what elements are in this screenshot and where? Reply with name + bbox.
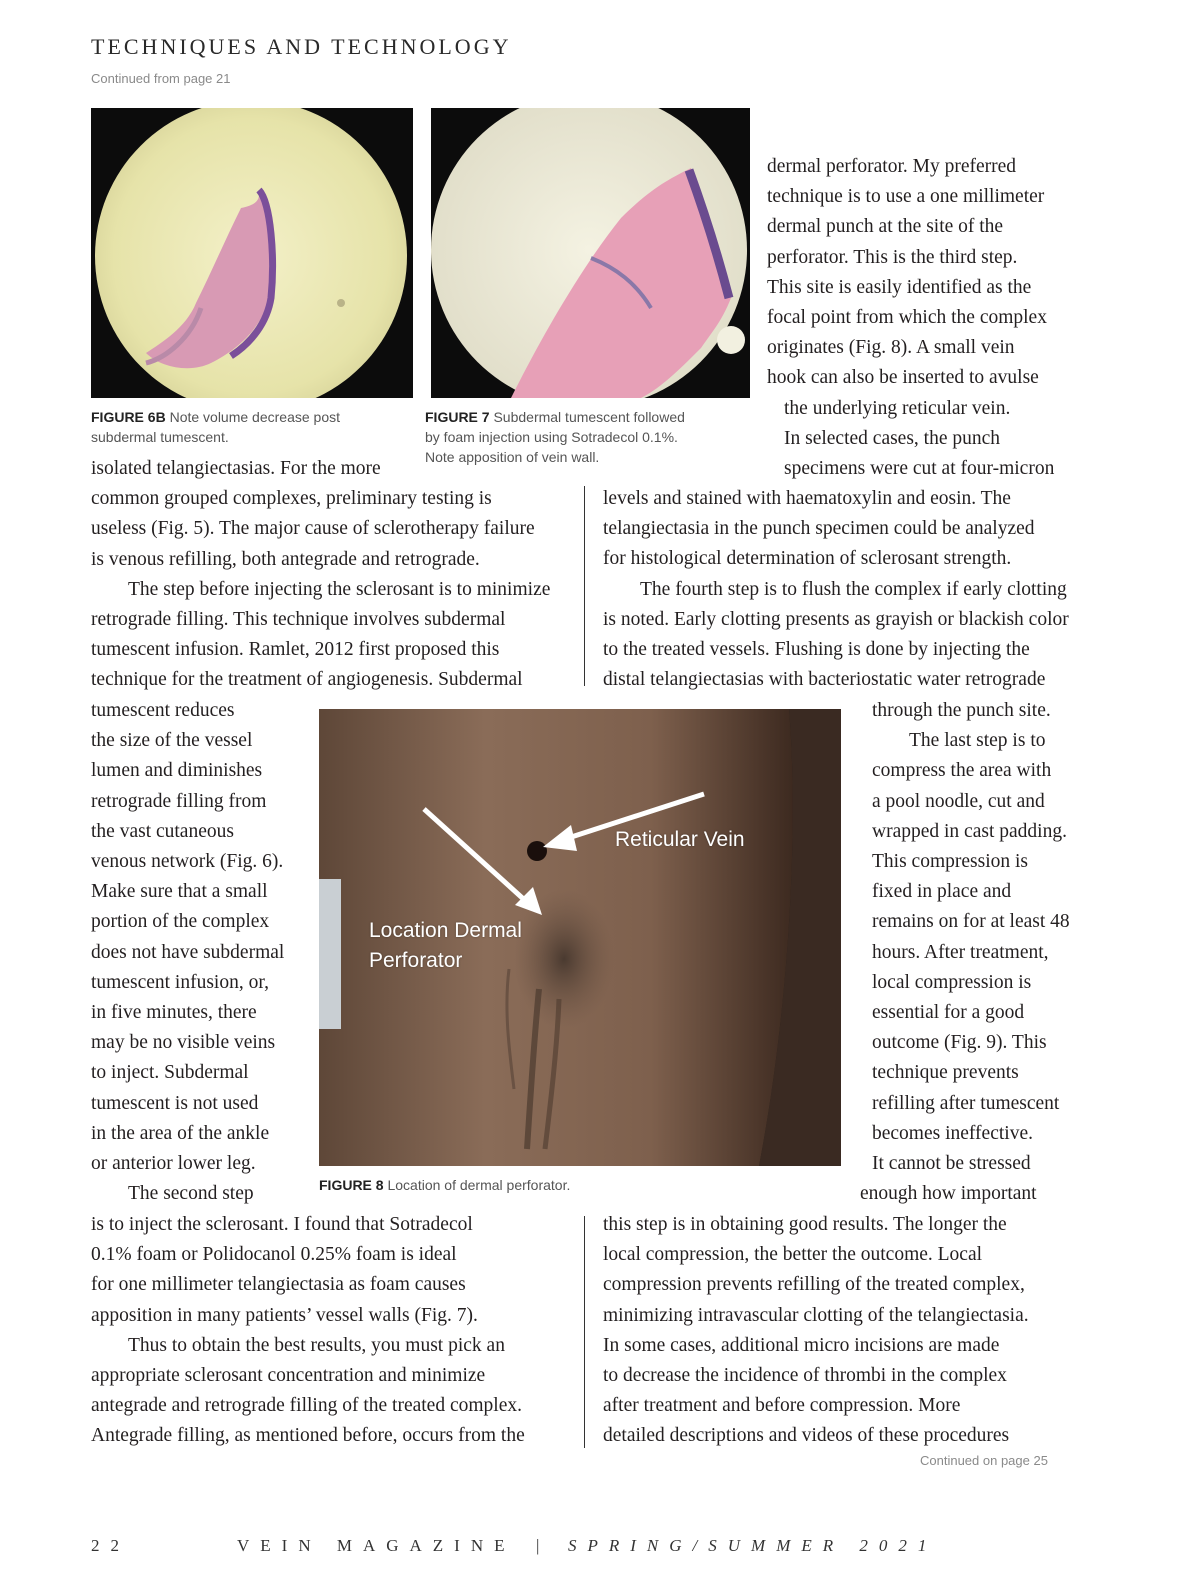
body-text-line: Make sure that a small (91, 881, 268, 903)
body-text-line: fixed in place and (872, 881, 1012, 903)
body-text-line: to decrease the incidence of thrombi in the complex (603, 1365, 1007, 1386)
figure-8-caption (319, 1175, 570, 1195)
body-text-line: portion of the complex (91, 911, 270, 933)
body-text-line: this step is in obtaining good results. The longer the (603, 1214, 1007, 1235)
figure-7-caption-line: Note apposition of vein wall. (425, 449, 600, 465)
continued-from: Continued from page 21 (91, 71, 231, 86)
column-divider-top (584, 486, 585, 686)
body-text-line: The fourth step is to flush the complex if early clotting (640, 578, 1067, 600)
body-text-line: through the punch site. (872, 700, 1051, 721)
figure-6b-image (91, 108, 413, 398)
body-text-line: local compression is (872, 971, 1032, 993)
body-text-line: the vast cutaneous (91, 820, 234, 842)
figure-6b-caption-line: Note volume decrease post (169, 409, 341, 425)
body-text-line: This site is easily identified as the (767, 276, 1032, 298)
figure-8-label: FIGURE 8 (319, 1177, 384, 1193)
footer-separator: | (536, 1536, 551, 1555)
issue-label (568, 1536, 937, 1556)
body-text-line: 0.1% foam or Polidocanol 0.25% foam is ideal (91, 1244, 457, 1266)
body-text-line: outcome (Fig. 9). This (872, 1032, 1047, 1054)
body-text-line: common grouped complexes, preliminary testing is (91, 488, 492, 510)
body-text-line: is to inject the sclerosant. I found that Sotradecol (91, 1214, 473, 1235)
body-text-line: The last step is to (909, 730, 1046, 752)
body-text-line: dermal punch at the site of the (767, 216, 1004, 238)
body-text-line: isolated telangiectasias. For the more (91, 458, 381, 479)
body-text-line: telangiectasia in the punch specimen could be analyzed (603, 518, 1035, 540)
body-text-line: tumescent reduces (91, 700, 235, 721)
body-text-line: to inject. Subdermal (91, 1062, 249, 1084)
body-text-line: local compression, the better the outcome. Local (603, 1244, 983, 1266)
figure-8-image (319, 709, 841, 1166)
dermal-perforator-label: Perforator (369, 949, 463, 972)
column-divider-bottom (584, 1216, 585, 1448)
body-text-line: to the treated vessels. Flushing is done by injecting the (603, 639, 1030, 660)
continued-on: Continued on page 25 (920, 1453, 1048, 1468)
body-text-line: for one millimeter telangiectasia as foam causes (91, 1274, 466, 1296)
body-text-line: technique prevents (872, 1062, 1019, 1084)
body-text-line: venous network (Fig. 6). (91, 851, 284, 872)
body-text-line: hours. After treatment, (872, 941, 1049, 963)
body-text-line: tumescent infusion, or, (91, 971, 269, 993)
body-text-line: It cannot be stressed (872, 1153, 1031, 1174)
body-text-line: tumescent is not used (91, 1092, 259, 1114)
body-text-line: levels and stained with haematoxylin and eosin. The (603, 488, 1011, 509)
body-text-line: In selected cases, the punch (784, 427, 1001, 449)
body-text-line: detailed descriptions and videos of these procedures (603, 1425, 1010, 1447)
page-number: 22 (91, 1536, 130, 1555)
figure-6b-caption (91, 407, 340, 447)
body-text-line: does not have subdermal (91, 941, 285, 963)
body-text-line: The second step (128, 1183, 254, 1205)
body-text-line: focal point from which the complex (767, 307, 1047, 328)
body-text-line: for histological determination of sclerosant strength. (603, 548, 1012, 570)
body-text-line: after treatment and before compression. More (603, 1395, 961, 1417)
body-text-line: refilling after tumescent (872, 1092, 1060, 1114)
body-text-line: hook can also be inserted to avulse (767, 367, 1039, 389)
body-text-line: tumescent infusion. Ramlet, 2012 first proposed this (91, 639, 500, 661)
body-text-line: useless (Fig. 5). The major cause of sclerotherapy failure (91, 518, 535, 540)
body-text-line: the underlying reticular vein. (784, 397, 1011, 419)
body-text-line: This compression is (872, 851, 1028, 872)
figure-6b-caption-line: subdermal tumescent. (91, 429, 229, 445)
body-text-line: perforator. This is the third step. (767, 246, 1018, 268)
section-title: TECHNIQUES AND TECHNOLOGY (91, 34, 512, 59)
body-text-line: compression prevents refilling of the treated complex, (603, 1274, 1025, 1296)
body-text-line: retrograde filling. This technique involves subdermal (91, 609, 506, 630)
body-text-line: becomes ineffective. (872, 1122, 1033, 1144)
body-text-line: enough how important (860, 1183, 1037, 1205)
body-text-line: the size of the vessel (91, 730, 253, 752)
figure-6b-label: FIGURE 6B (91, 409, 166, 425)
body-text-line: is noted. Early clotting presents as grayish or blackish color (603, 608, 1069, 630)
body-text-line: minimizing intravascular clotting of the telangiectasia. (603, 1304, 1029, 1326)
figure-8-caption-text: Location of dermal perforator. (387, 1177, 571, 1193)
body-text-line: retrograde filling from (91, 790, 267, 812)
body-text-line: specimens were cut at four-micron (784, 458, 1055, 479)
body-text-line: compress the area with (872, 760, 1052, 782)
issue-text: SPRING/SUMMER 2021 (568, 1536, 938, 1555)
figure-7-caption-line: Subdermal tumescent followed (493, 409, 685, 425)
body-text-line: or anterior lower leg. (91, 1153, 256, 1174)
body-text-line: distal telangiectasias with bacteriostatic water retrograde (603, 669, 1046, 691)
figure-7-label: FIGURE 7 (425, 409, 490, 425)
body-text-line: lumen and diminishes (91, 760, 263, 782)
body-text-line: originates (Fig. 8). A small vein (767, 337, 1015, 359)
body-text-line: Antegrade filling, as mentioned before, occurs from the (91, 1425, 525, 1447)
figure-7-image (431, 108, 750, 398)
body-text-line: may be no visible veins (91, 1032, 276, 1054)
body-text-line: in five minutes, there (91, 1002, 257, 1023)
figure-7-caption (425, 407, 685, 467)
body-text-line: appropriate sclerosant concentration and minimize (91, 1365, 486, 1386)
body-text-line: Thus to obtain the best results, you must pick an (128, 1334, 505, 1356)
body-text-line: The step before injecting the sclerosant is to minimize (128, 578, 551, 600)
body-text-line: a pool noodle, cut and (872, 790, 1045, 812)
body-text-line: In some cases, additional micro incisions are made (603, 1334, 1000, 1356)
body-text-line: essential for a good (872, 1002, 1025, 1023)
body-text-line: technique is to use a one millimeter (767, 186, 1045, 208)
body-text-line: dermal perforator. My preferred (767, 156, 1017, 177)
dermal-perforator-label: Location Dermal (369, 919, 522, 942)
body-text-line: antegrade and retrograde filling of the treated complex. (91, 1395, 522, 1417)
reticular-vein-label: Reticular Vein (615, 828, 745, 851)
magazine-name: VEIN MAGAZINE (237, 1536, 516, 1555)
body-text-line: in the area of the ankle (91, 1122, 270, 1144)
body-text-line: wrapped in cast padding. (872, 820, 1067, 842)
body-text-line: remains on for at least 48 (872, 911, 1070, 933)
body-text-line: is venous refilling, both antegrade and retrograde. (91, 548, 480, 570)
body-text-line: technique for the treatment of angiogenesis. Subdermal (91, 669, 523, 691)
figure-7-caption-line: by foam injection using Sotradecol 0.1%. (425, 429, 678, 445)
body-text-line: apposition in many patients’ vessel walls (Fig. 7). (91, 1304, 478, 1326)
